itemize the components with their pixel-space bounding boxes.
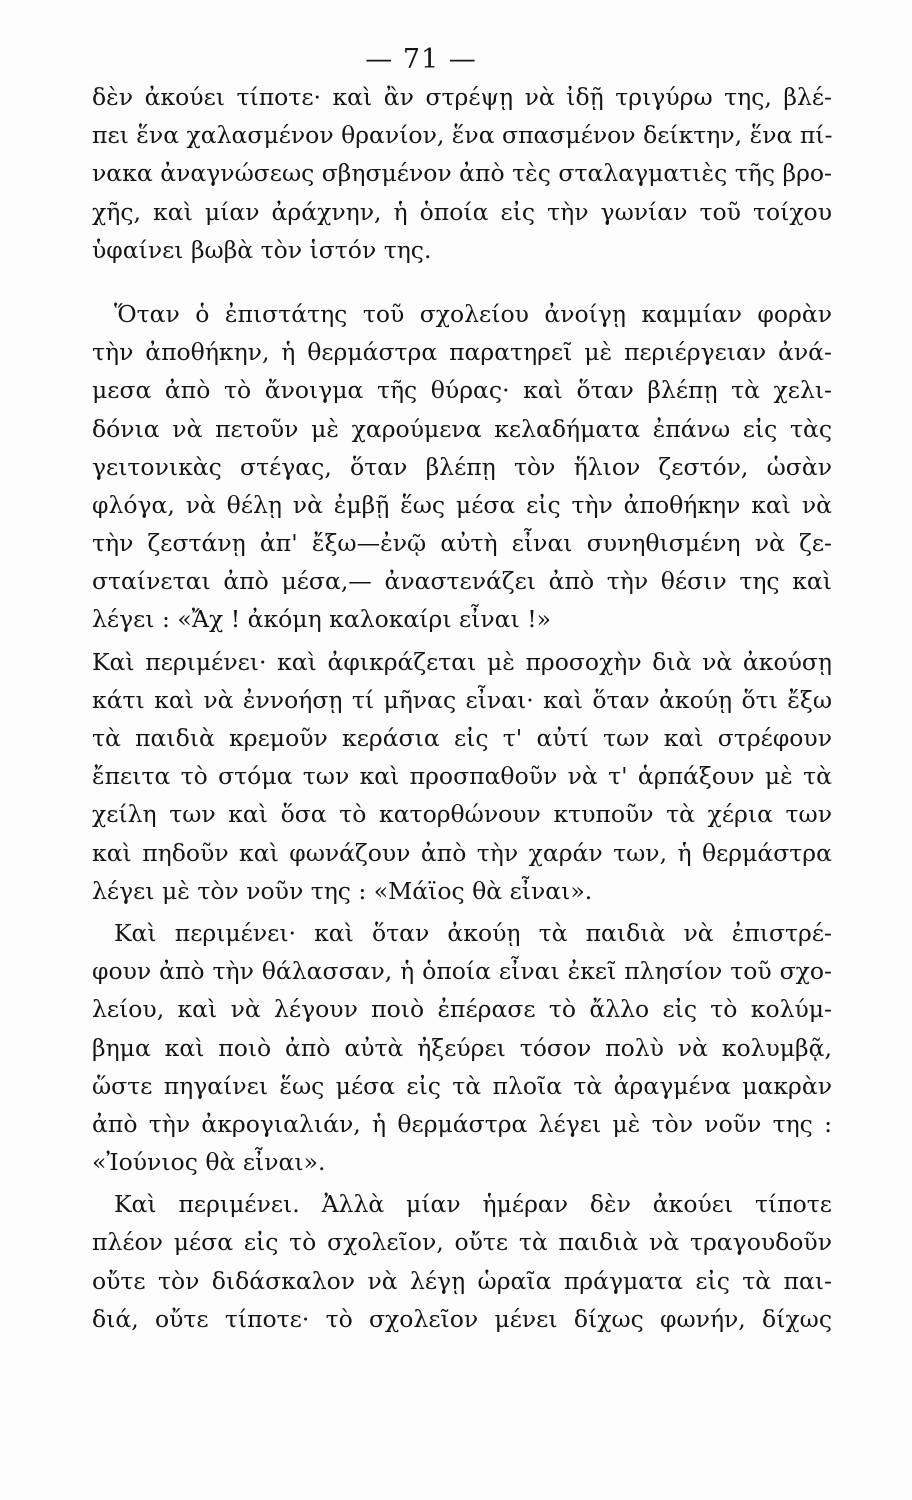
text-line: σταίνεται ἀπὸ μέσα,— ἀναστενάζει ἀπὸ τὴν θέσιν της καὶ (92, 567, 832, 596)
text-line: καὶ πηδοῦν καὶ φωνάζουν ἀπὸ τὴν χαράν των, ἡ θερμάστρα (92, 838, 832, 867)
text-line: ἔπειτα τὸ στόμα των καὶ προσπαθοῦν νὰ τ' ἁρπάξουν μὲ τὰ (92, 762, 832, 791)
text-line: οὔτε τὸν διδάσκαλον νὰ λέγῃ ὡραῖα πράγματα εἰς τὰ παι- (92, 1266, 832, 1295)
text-line: νακα ἀναγνώσεως σβησμένον ἀπὸ τὲς σταλαγματιὲς τῆς βρο- (92, 159, 832, 188)
text-line: βημα καὶ ποιὸ ἀπὸ αὐτὰ ἠξεύρει τόσον πολὺ νὰ κολυμβᾷ, (92, 1033, 832, 1062)
text-line: ὥστε πηγαίνει ἕως μέσα εἰς τὰ πλοῖα τὰ ἀραγμένα μακρὰν (92, 1071, 832, 1100)
text-line: χῆς, καὶ μίαν ἀράχνην, ἡ ὁποία εἰς τὴν γωνίαν τοῦ τοίχου (92, 197, 832, 226)
text-line: κάτι καὶ νὰ ἐννοήσῃ τί μῆνας εἶναι· καὶ ὅταν ἀκούῃ ὅτι ἔξω (92, 685, 832, 714)
text-line: δὲν ἀκούει τίποτε· καὶ ἂν στρέψῃ νὰ ἰδῇ τριγύρω της, βλέ- (92, 83, 832, 111)
text-line: λείου, καὶ νὰ λέγουν ποιὸ ἐπέρασε τὸ ἄλλο εἰς τὸ κολύμ- (92, 995, 832, 1024)
text-line: φουν ἀπὸ τὴν θάλασσαν, ἡ ὁποία εἶναι ἐκεῖ πλησίον τοῦ σχο- (92, 957, 832, 986)
text-line: Ὅταν ὁ ἐπιστάτης τοῦ σχολείου ἀνοίγῃ καμμίαν φορὰν (114, 299, 832, 328)
text-line: «Ἰούνιος θὰ εἶναι». (92, 1148, 326, 1177)
text-line: τὰ παιδιὰ κρεμοῦν κεράσια εἰς τ' αὐτί των καὶ στρέφουν (92, 724, 832, 752)
text-line: διά, οὔτε τίποτε· τὸ σχολεῖον μένει δίχως φωνήν, δίχως (92, 1304, 832, 1333)
text-line: πλέον μέσα εἰς τὸ σχολεῖον, οὔτε τὰ παιδιὰ νὰ τραγουδοῦν (92, 1228, 832, 1257)
text-line: Καὶ περιμένει· καὶ ὅταν ἀκούῃ τὰ παιδιὰ νὰ ἐπιστρέ- (114, 918, 832, 947)
text-line: χείλη των καὶ ὅσα τὸ κατορθώνουν κτυποῦν τὰ χέρια των (92, 800, 832, 829)
page-number: — 71 — (365, 44, 477, 75)
paragraph (92, 295, 832, 639)
text-line: Καὶ περιμένει. Ἀλλὰ μίαν ἡμέραν δὲν ἀκούει τίποτε (114, 1190, 832, 1219)
paragraph (92, 78, 832, 269)
paragraph (92, 643, 832, 910)
text-line: φλόγα, νὰ θέλῃ νὰ ἐμβῇ ἕως μέσα εἰς τὴν ἀποθήκην καὶ νὰ (92, 490, 832, 519)
body-text (92, 78, 832, 1338)
text-line: τὴν ζεστάνῃ ἀπ' ἔξω—ἐνῷ αὐτὴ εἶναι συνηθισμένη νὰ ζε- (92, 529, 832, 558)
text-line: πει ἕνα χαλασμένον θρανίον, ἕνα σπασμένον δείκτην, ἕνα πί- (92, 121, 833, 150)
text-line: Καὶ περιμένει· καὶ ἀφικράζεται μὲ προσοχὴν διὰ νὰ ἀκούσῃ (92, 647, 832, 676)
text-line: τὴν ἀποθήκην, ἡ θερμάστρα παρατηρεῖ μὲ περιέργειαν ἀνά- (92, 338, 832, 367)
text-line: ὑφαίνει βωβὰ τὸν ἱστόν της. (92, 235, 432, 264)
paragraph (92, 1185, 832, 1338)
text-line: λέγει : «Ἄχ ! ἀκόμη καλοκαίρι εἶναι !» (92, 605, 552, 634)
text-line: δόνια νὰ πετοῦν μὲ χαρούμενα κελαδήματα ἐπάνω εἰς τὰς (92, 414, 832, 443)
text-line: ἀπὸ τὴν ἀκρογιαλιάν, ἡ θερμάστρα λέγει μὲ τὸν νοῦν της : (92, 1109, 832, 1138)
text-line: γειτονικὰς στέγας, ὅταν βλέπῃ τὸν ἥλιον ζεστόν, ὡσὰν (92, 452, 832, 481)
text-line: μεσα ἀπὸ τὸ ἄνοιγμα τῆς θύρας· καὶ ὅταν βλέπῃ τὰ χελι- (92, 376, 832, 405)
paragraph (92, 914, 832, 1181)
text-line: λέγει μὲ τὸν νοῦν της : «Μάϊος θὰ εἶναι». (92, 876, 593, 905)
